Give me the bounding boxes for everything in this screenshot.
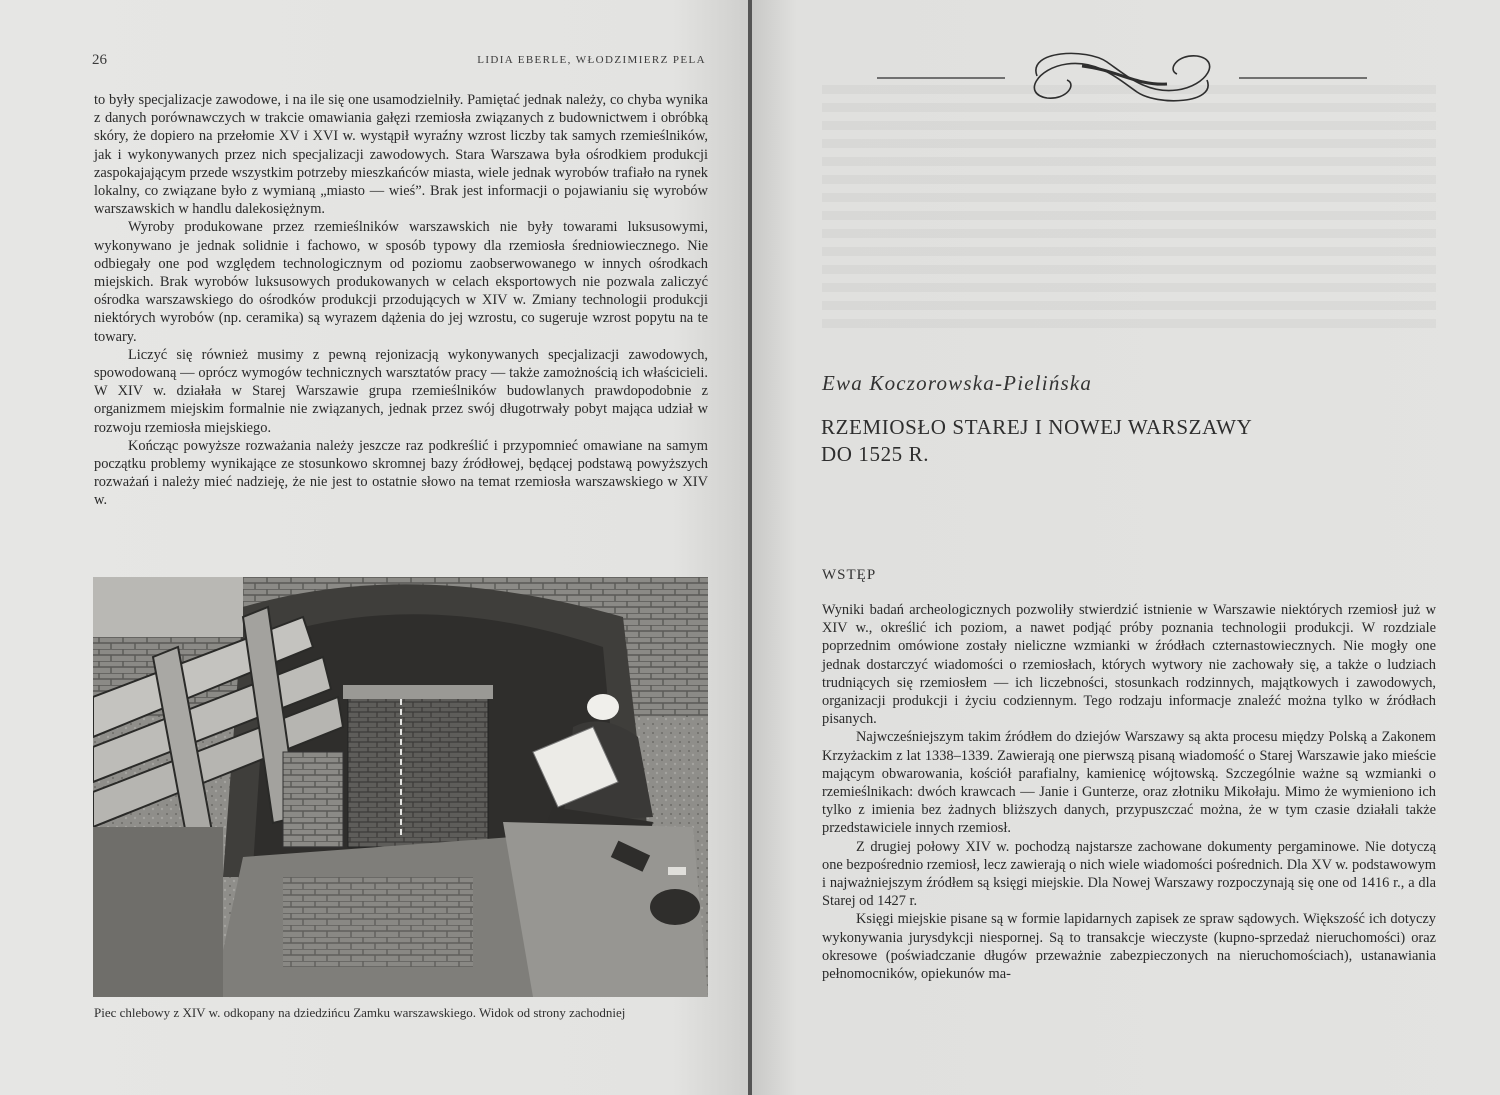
show-through-text — [822, 85, 1436, 335]
paragraph: Liczyć się również musimy z pewną rejonizacją wykonywanych specjalizacji zawodowych, spowodowaną — oprócz wymogów technicznych warsztatów pracy — także zamożnością ich właścicieli. W XIV w. działała w Starej Warszawie grupa rzemieślników budowlanych prawdopodobnie z organizmem miejskim formalnie nie związanych, jednak przez swój długotrwały pobyt mająca udział w rozwoju rzemiosła miejskiego. — [94, 346, 708, 436]
flourish-ornament-icon — [877, 40, 1367, 110]
running-head-authors: LIDIA EBERLE, WŁODZIMIERZ PELA — [477, 54, 706, 66]
paragraph: Kończąc powyższe rozważania należy jeszcze raz podkreślić i przypomnieć omawiane na samym początku problemy wynikające ze stosunkowo skromnej bazy źródłowej, będącej podstawą powyższych rozważań i należy mieć nadzieję, że nie jest to ostatnie słowo na temat rzemiosła warszawskiego w XIV w. — [94, 437, 708, 509]
paragraph: to były specjalizacje zawodowe, i na ile się one usamodzielniły. Pamiętać jednak należy, co chyba wynika z danych porównawczych w trakcie omawiania gałęzi rzemiosła związanych z budownictwem i obróbką skóry, że dopiero na przełomie XV i XVI w. wystąpił wyraźny wzrost liczby tak samych rzemieślników, jak i wykonywanych przez nich specjalizacji zawodowych. Stara Warszawa była ośrodkiem produkcji zaspokajającym przede wszystkim potrzeby mieszkańców miasta, wiele jednak wyrobów trafiało na rynek lokalny, co związane było z wymianą „miasto — wieś”. Brak jest informacji o pojawianiu się wyrobów warszawskich w handlu dalekosiężnym. — [94, 92, 708, 218]
right-body-text — [822, 601, 1436, 983]
chapter-title — [821, 414, 1341, 468]
paragraph: Wyniki badań archeologicznych pozwoliły stwierdzić istnienie w Warszawie niektórych rzemiosł już w XIV w., określić ich poziom, a nawet podjąć próby poznania technologii produkcji. W rozdziale poprzednim omówione zostały nieliczne wzmianki w źródłach czternastowiecznych. Nie mogły one jednak dostarczyć wiadomości o rzemiosłach, których wytwory nie zachowały się, a także o ludziach trudniących się rzemiosłem — ich liczebności, stosunkach rodzinnych, majątkowych i zawodowych, organizacji produkcji i życiu codziennym. Tego rodzaju informacje znaleźć można tylko w źródłach pisanych. — [822, 602, 1436, 728]
excavation-photo — [93, 577, 708, 997]
left-page — [0, 0, 748, 1095]
photo-caption: Piec chlebowy z XIV w. odkopany na dziedzińcu Zamku warszawskiego. Widok od strony zachodniej — [94, 1005, 626, 1020]
excavation-photo-image — [93, 577, 708, 997]
page-number: 26 — [92, 52, 107, 68]
paragraph: Najwcześniejszym takim źródłem do dziejów Warszawy są akta procesu między Polską a Zakonem Krzyżackim z lat 1338–1339. Zawierają one pierwszą pisaną wiadomość o Starej Warszawie jako mieście mającym obwarowania, kościół parafialny, kamienicę wójtowską. Szczególnie ważne są wzmianki o rzemieślnikach: dwóch krawcach — Janie i Gunterze, oraz złotniku Mikołaju. Mimo że wymieniono ich tylko z imienia bez żadnych bliższych danych, przypuszczać można, że w tym czasie działali także przedstawiciele innych rzemiosł. — [822, 729, 1436, 837]
chapter-title-line: DO 1525 R. — [821, 442, 930, 466]
paragraph: Wyroby produkowane przez rzemieślników warszawskich nie były towarami luksusowymi, wykonywano je jednak solidnie i fachowo, w sposób typowy dla rzemiosła średniowiecznego. Nie odbiegały one pod względem technologicznym od poziomu zaobserwowanego w innych ośrodkach miejskich. Brak wyrobów luksusowych produkowanych w celach eksportowych nie pozwala zaliczyć ośrodka warszawskiego do ośrodków produkcji przodujących w XIV w. Zmiany technologii produkcji niektórych wyrobów (np. ceramika) są wyrazem dążenia do jej wzrostu, co sugeruje wzrost popytu na te towary. — [94, 219, 708, 345]
left-body-text — [94, 91, 708, 510]
paragraph: Księgi miejskie pisane są w formie lapidarnych zapisek ze spraw sądowych. Większość ich dotyczy wykonywania jurysdykcji niespornej. Są to transakcje wieczyste (kupno-sprzedaż nieruchomości) oraz okresowe (poświadczanie długów przeważnie zabezpieczonych na nieruchomościach), ustanawiania pełnomocników, opiekunów ma- — [822, 911, 1436, 983]
chapter-author: Ewa Koczorowska-Pielińska — [822, 371, 1093, 395]
right-page — [752, 0, 1500, 1095]
chapter-title-line: RZEMIOSŁO STAREJ I NOWEJ WARSZAWY — [821, 415, 1253, 439]
paragraph: Z drugiej połowy XIV w. pochodzą najstarsze zachowane dokumenty pergaminowe. Nie dotyczą one bezpośrednio rzemiosł, lecz zawierają o nich wiele wiadomości pośrednich. Dla XV w. podstawowym i najważniejszym źródłem są księgi miejskie. Dla Nowej Warszawy rozpoczynają się one od 1416 r., a dla Starej od 1427 r. — [822, 838, 1436, 910]
section-heading: WSTĘP — [822, 567, 877, 583]
